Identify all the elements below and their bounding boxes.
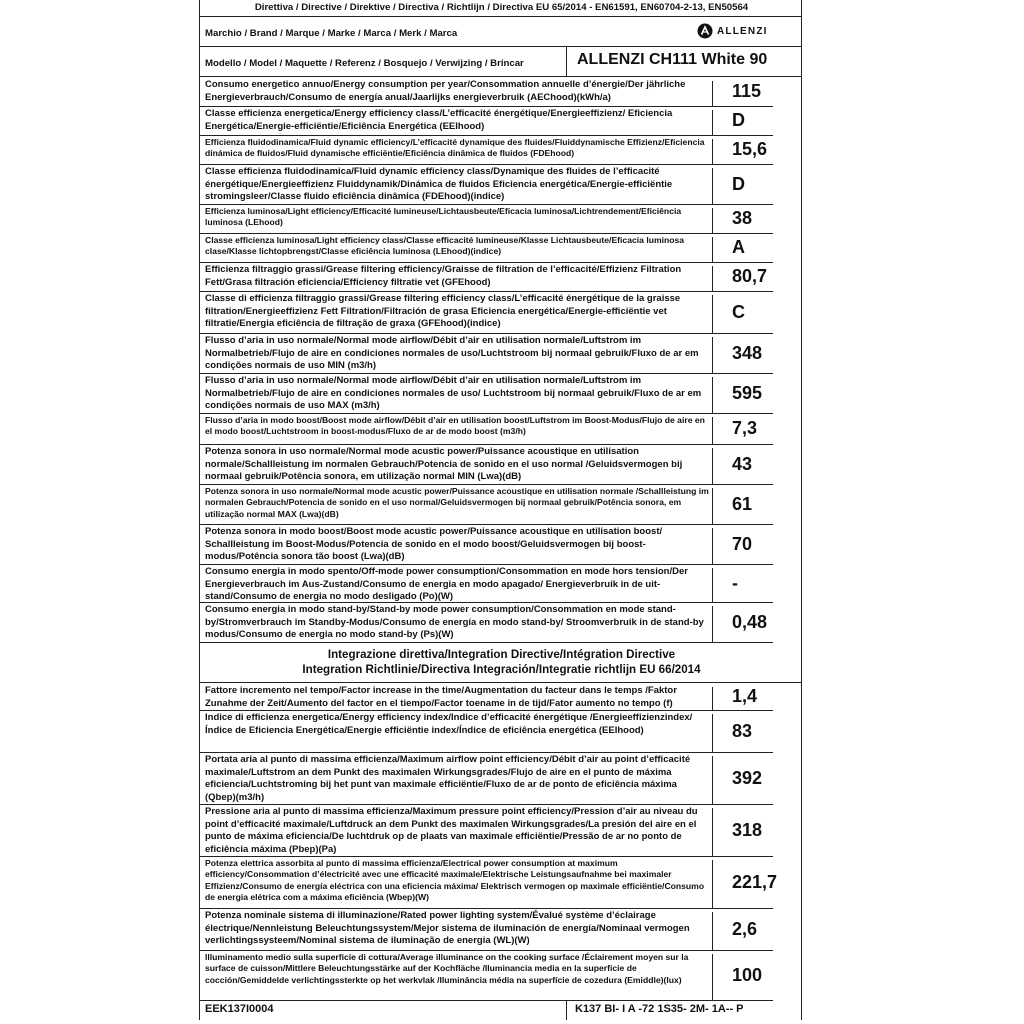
value-divider <box>712 860 713 908</box>
spec-row <box>200 856 803 908</box>
value-divider <box>712 488 713 524</box>
value-divider <box>712 168 713 204</box>
spec-description: Potenza sonora in uso normale/Normal mode acustic power/Puissance acoustique en utilisation normale/Schallleistung im normalen Gebrauch/Potencia de sonido en el uso normal /Geluidsvermogen bij normaal gebruik/Potência sonora, em utilização normal MIN (Lwa)(dB) <box>205 446 683 483</box>
spec-row <box>200 564 803 602</box>
spec-value: 83 <box>732 720 753 741</box>
value-divider <box>712 295 713 333</box>
spec-value: 0,48 <box>732 611 768 632</box>
spec-row <box>200 484 803 524</box>
energy-label-sheet <box>199 0 802 1020</box>
spec-row <box>200 710 803 752</box>
spec-description: Consumo energia in modo spento/Off-mode power consumption/Consommation en mode hors tension/Der Energieverbrauch im Aus-Zustand/Consumo de energia en modo apagado/ Energieverbruik in de uit-stand/Consumo de energia no modo desligado (Po)(W) <box>205 566 688 603</box>
spec-row <box>200 804 803 856</box>
value-divider <box>712 714 713 752</box>
spec-description: Illuminamento medio sulla superficie di cottura/Average illuminance on the cooking surface /Éclairement moyen sur la surface de cuisson/Mittlere Beleuchtungsstärke auf der Kochfläche /Iluminancia media en la superficie de cocción/Gemiddelde verlichtingssterkte op het werkvlak /Iluminância média na superfície de cozedura (Emiddle)(lux) <box>205 952 689 985</box>
value-divider <box>712 954 713 1000</box>
value-divider <box>712 808 713 856</box>
spec-row <box>200 262 803 291</box>
footer-divider <box>566 1000 567 1020</box>
spec-value: 100 <box>732 964 763 985</box>
spec-description: Potenza sonora in uso normale/Normal mode acustic power/Puissance acoustique en utilisation normale /Schallleistung im normalen Gebrauch/Potencia de sonido en el uso normal/Geluidsvermogen bij normaal gebruik/Potência sonora, em utilização normal MAX (Lwa)(dB) <box>205 486 709 519</box>
spec-row <box>200 291 803 333</box>
value-divider <box>712 568 713 602</box>
brand-logo <box>697 23 768 39</box>
allenzi-logo-icon <box>697 23 713 39</box>
logo-text: ALLENZI <box>717 25 768 37</box>
spec-value: D <box>732 110 745 130</box>
spec-row <box>200 233 803 262</box>
spec-description: Efficienza filtraggio grassi/Grease filtering efficiency/Graisse de filtration de l’efficacité/Effizienz Filtration Fett/Grasa filtración eficiencia/Efficiency filtratie vet (GFEhood) <box>205 264 682 288</box>
value-divider <box>712 912 713 950</box>
value-divider <box>712 687 713 710</box>
spec-row <box>200 602 803 642</box>
spec-description: Fattore incremento nel tempo/Factor increase in the time/Augmentation du facteur dans le temps /Faktor Zunahme der Zeit/Aumento del factor en el tiempo/Factor toename in de tijd/Fator aumento no tempo (f) <box>205 685 677 709</box>
value-divider <box>712 417 713 444</box>
spec-value: 38 <box>732 208 753 228</box>
value-divider <box>712 237 713 262</box>
value-divider <box>712 110 713 135</box>
footer-code-right: K137 BI- I A -72 1S35- 2M- 1A-- P <box>575 1003 744 1015</box>
spec-description: Efficienza fluidodinamica/Fluid dynamic efficiency/L’efficacité dynamique des fluides/Fluiddynamische Effizienz/Eficiencia dinámica de fluidos/Fluid dynamische efficiëntie/Eficiência dinâmica de fluidos (FDEhood) <box>205 137 705 159</box>
value-divider <box>712 528 713 564</box>
spec-value: A <box>732 237 745 257</box>
spec-description: Consumo energetico annuo/Energy consumption per year/Consommation annuelle d’énergie/Der jährliche Energieverbrauch/Consumo de energía anual/Jaarlijks energieverbruik (AEChood)(kWh/a) <box>205 79 686 103</box>
model-divider <box>566 46 567 76</box>
spec-description: Potenza elettrica assorbita al punto di massima efficienza/Electrical power consumption at maximum efficiency/Consommation d’électricité avec une efficacité maximale/Elektrische Leistungsaufnahme bei maximaler Effizienz/Consumo de energía eléctrica con una eficiencia máxima/ Elektrisch vermogen op maximale efficiëntie/Consumo de energia elétrica com a máxima eficiência (Wbep)(W) <box>205 858 705 903</box>
integration-line-2: Integration Richtlinie/Directiva Integración/Integratie richtlijn EU 66/2014 <box>302 663 701 676</box>
spec-value: 348 <box>732 342 763 363</box>
spec-description: Classe di efficienza filtraggio grassi/Grease filtering efficiency class/L’efficacité énergétique de la graisse filtration/Energieeffizienz Fett Filtration/Filtración de grasa Eficiencia energética/Energie-efficiëntie vet filtratie/Energia eficiência de filtração de graxa (GFEhood)(indice) <box>205 293 681 330</box>
footer-code-left: EEK137I0004 <box>205 1003 274 1015</box>
spec-value: 2,6 <box>732 918 758 939</box>
spec-value: D <box>732 173 745 194</box>
spec-value: 61 <box>732 493 753 514</box>
spec-row <box>200 413 803 444</box>
brand-label: Marchio / Brand / Marque / Marke / Marca / Merk / Marca <box>205 28 458 39</box>
spec-description: Indice di efficienza energetica/Energy efficiency index/Indice d’efficacité énergétique /Energieeffizienzindex/Índice de Eficiencia Energética/Energie efficiëntie index/Índice de eficiência energética (EEIhood) <box>205 712 693 736</box>
spec-description: Pressione aria al punto di massima efficienza/Maximum pressure point efficiency/Pression d’air au niveau du point d’efficacité maximale/Luftdruck an dem Punkt des maximalen Wirkungsgrades/La presión del aire en el punto de máxima eficiencia/De luchtdruk op de plaats van maximale efficiëntie/Pressão de ar no ponto de eficiência máxima (Pbep)(Pa) <box>205 806 698 855</box>
value-divider <box>712 139 713 164</box>
integration-heading <box>200 647 803 677</box>
spec-row <box>200 908 803 950</box>
spec-value: 15,6 <box>732 139 768 159</box>
spec-row <box>200 444 803 484</box>
spec-description: Classe efficienza energetica/Energy efficiency class/L’efficacité énergétique/Energieeffizienz/ Eficiencia Energética/Energie-efficiëntie/Eficiência Energética (EEIhood) <box>205 108 673 132</box>
spec-value: 221,7 <box>732 871 778 892</box>
spec-row <box>200 106 803 135</box>
spec-value: 115 <box>732 81 762 101</box>
directive-header: Direttiva / Directive / Direktive / Directiva / Richtlijn / Directiva EU 65/2014 - EN61591, EN60704-2-13, EN50564 <box>254 2 749 13</box>
divider <box>200 16 801 17</box>
spec-description: Classe efficienza luminosa/Light efficiency class/Classe efficacité lumineuse/Klasse Lichtausbeute/Eficacia luminosa clase/Klasse lichtopbrengst/Classe eficiência luminosa (LEhood)(indice) <box>205 235 685 257</box>
spec-description: Classe efficienza fluidodinamica/Fluid dynamic efficiency class/Dynamique des fluides de l’efficacité énergétique/Energieeffizienz Fluiddynamik/Dinámica de fluidos Eficiencia energética/Energie-efficiëntie stromingsleer/Classe fluido eficiência dinâmica (FDEhood)(indice) <box>205 166 673 203</box>
spec-description: Flusso d’aria in modo boost/Boost mode airflow/Débit d’air en utilisation boost/Luftstrom im Boost-Modus/Flujo de aire en el modo boost/Luchtstroom in boost-modus/Fluxo de ar de modo boost (m3/h) <box>205 415 705 437</box>
spec-description: Flusso d’aria in uso normale/Normal mode airflow/Débit d’air en utilisation normale/Luftstrom im Normalbetrieb/Flujo de aire en condiciones normales de uso/ Luchtstroom bij normaal gebruik/Fluxo de ar em condições normais de uso MAX (m3/h) <box>205 375 702 412</box>
spec-row <box>200 524 803 564</box>
divider <box>200 46 801 47</box>
spec-value: 318 <box>732 819 763 840</box>
spec-row <box>200 204 803 233</box>
value-divider <box>712 81 713 106</box>
value-divider <box>712 377 713 413</box>
spec-value: 7,3 <box>732 418 758 438</box>
spec-row <box>200 950 803 1000</box>
spec-value: 43 <box>732 453 753 474</box>
spec-row <box>200 683 803 710</box>
spec-row <box>200 164 803 204</box>
spec-value: 392 <box>732 767 763 788</box>
row-divider <box>200 1000 773 1001</box>
spec-row <box>200 333 803 373</box>
spec-description: Portata aria al punto di massima efficienza/Maximum airflow point efficiency/Débit d’air au point d’efficacité maximale/Luftstrom an dem Punkt des maximalen Wirkungsgrades/Flujo de aire en el punto de máxima eficiencia/Luchtstroming bij het punt van maximale efficiëntie/Fluxo de ar de ponto de eficiência máxima (Qbep)(m3/h) <box>205 754 691 803</box>
spec-description: Flusso d’aria in uso normale/Normal mode airflow/Débit d’air en utilisation normale/Luftstrom im Normalbetrieb/Flujo de aire en condiciones normales de uso/Luchtstroom bij normaal gebruik/Fluxo de ar em condições normais de uso MIN (m3/h) <box>205 335 699 372</box>
spec-description: Consumo energia in modo stand-by/Stand-by mode power consumption/Consommation en mode stand-by/Stromverbrauch im Standby-Modus/Consumo de energía en modo stand-by/ Stroomverbruik in de stand-by modus/Consumo de energia no modo stand-by (Ps)(W) <box>205 604 704 641</box>
value-divider <box>712 208 713 233</box>
spec-row <box>200 752 803 804</box>
value-divider <box>712 448 713 484</box>
value-divider <box>712 606 713 642</box>
spec-description: Potenza sonora in modo boost/Boost mode acustic power/Puissance acoustique en utilisation boost/ Schallleistung im Boost-Modus/Potencia de sonido en el modo boost/Geluidsvermogen bij boost-modus/Potência sonora tão boost (Lwa)(dB) <box>205 526 663 563</box>
spec-description: Potenza nominale sistema di illuminazione/Rated power lighting system/Évalué système d’éclairage électrique/Nennleistung Beleuchtungssystem/Mejor sistema de iluminación de energía/Nominaal vermogen verlichtingssysteem/Nominal sistema de iluminação de energia (WL)(W) <box>205 910 690 947</box>
value-divider <box>712 266 713 291</box>
value-divider <box>712 756 713 804</box>
spec-value: 80,7 <box>732 266 768 286</box>
spec-value: - <box>732 572 738 593</box>
model-label: Modello / Model / Maquette / Referenz / Bosquejo / Verwijzing / Brincar <box>205 58 524 69</box>
spec-row <box>200 373 803 413</box>
spec-row <box>200 135 803 164</box>
spec-row <box>200 77 803 106</box>
spec-value: 1,4 <box>732 686 758 706</box>
row-divider <box>200 642 773 643</box>
spec-value: 70 <box>732 533 753 554</box>
model-value: ALLENZI CH111 White 90 <box>577 51 768 68</box>
spec-value: 595 <box>732 382 763 403</box>
integration-line-1: Integrazione direttiva/Integration Directive/Intégration Directive <box>327 648 676 661</box>
spec-value: C <box>732 301 745 322</box>
value-divider <box>712 337 713 373</box>
spec-description: Efficienza luminosa/Light efficiency/Efficacité lumineuse/Lichtausbeute/Eficacia luminosa/Lichtrendement/Eficiência luminosa (LEhood) <box>205 206 682 228</box>
